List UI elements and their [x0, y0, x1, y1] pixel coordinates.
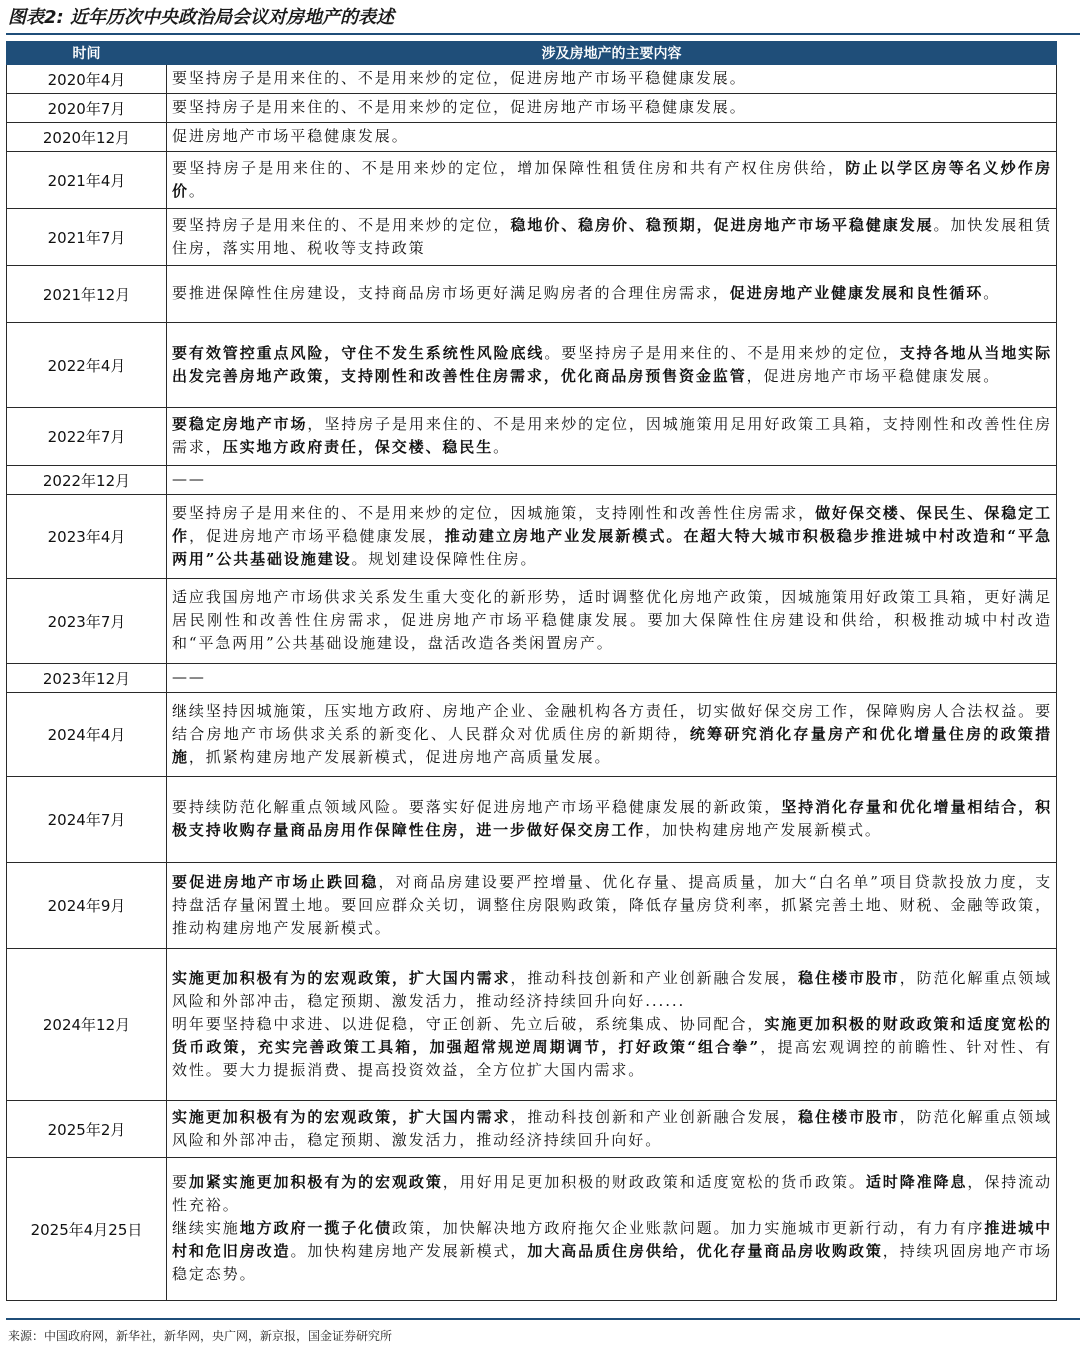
- text-segment: 要坚持房子是用来住的、不是用来炒的定位，促进房地产市场平稳健康发展。: [172, 98, 747, 116]
- row-date: 2023年7月: [7, 579, 167, 664]
- row-content: [167, 65, 1057, 94]
- bold-text-segment: 稳住楼市股市: [798, 968, 900, 987]
- text-segment: ，持续巩固房地产市场稳定态势。: [172, 1242, 1052, 1283]
- text-segment: 要: [172, 1173, 189, 1191]
- text-segment: ，提高宏观调控的前瞻性、针对性、有效性。要大力提振消费、提高投资效益，全方位扩大国内需求。: [172, 1037, 1052, 1079]
- bold-text-segment: 要有效管控重点风险，守住不发生系统性风险底线: [172, 343, 545, 362]
- row-content: [167, 266, 1057, 323]
- table-header-row: [7, 42, 1057, 65]
- content-paragraph: [172, 67, 1052, 90]
- row-content: [167, 949, 1057, 1101]
- row-date: 2024年12月: [7, 949, 167, 1101]
- table-row: [7, 123, 1057, 152]
- text-segment: 继续实施: [172, 1219, 240, 1237]
- bold-text-segment: 支持各地从当地实际出发完善房地产政策，支持刚性和改善性住房需求，优化商品房预售资金监管: [172, 343, 1052, 385]
- row-date: 2022年4月: [7, 323, 167, 408]
- title-divider: [6, 33, 1080, 35]
- row-content: [167, 1158, 1057, 1301]
- bold-text-segment: 促进房地产业健康发展和良性循环: [729, 284, 984, 302]
- text-segment: ，对商品房建设要严控增量、优化存量、提高质量，加大“白名单”项目贷款投放力度，支持盘活存量闲置土地。要回应群众关切，调整住房限购政策，降低存量房贷利率，抓紧完善土地、财税、金融等政策，推动构建房地产发展新模式。: [172, 872, 1052, 937]
- text-segment: 政策，加快解决地方政府拖欠企业账款问题。加力实施城市更新行动，有力有序: [392, 1219, 985, 1237]
- text-segment: 要坚持房子是用来住的、不是用来炒的定位，因城施策，支持刚性和改善性住房需求，: [172, 503, 816, 522]
- policy-table: [6, 41, 1057, 1301]
- row-content: [167, 863, 1057, 949]
- row-content: [167, 466, 1057, 495]
- bold-text-segment: 防止以学区房等名义炒作房价: [172, 158, 1052, 200]
- text-segment: 要坚持房子是用来住的、不是用来炒的定位，促进房地产市场平稳健康发展。: [172, 69, 747, 87]
- text-segment: 明年要坚持稳中求进、以进促稳，守正创新、先立后破，系统集成、协同配合，: [172, 1014, 765, 1033]
- text-segment: 促进房地产市场平稳健康发展。: [172, 127, 409, 145]
- bold-text-segment: 压实地方政府责任，保交楼、稳民生: [222, 438, 494, 456]
- text-segment: 继续坚持因城施策，压实地方政府、房地产企业、金融机构各方责任，切实做好保交房工作，保障购房人合法权益。要结合房地产市场供求关系的新变化、人民群众对优质住房的新期待，: [172, 701, 1052, 743]
- header-time: 时间: [7, 42, 167, 65]
- table-body: [7, 65, 1057, 1301]
- row-date: 2025年2月: [7, 1101, 167, 1158]
- table-row: [7, 664, 1057, 693]
- row-date: 2022年12月: [7, 466, 167, 495]
- bold-text-segment: 实施更加积极有为的宏观政策，扩大国内需求: [172, 1107, 511, 1126]
- row-content: [167, 664, 1057, 693]
- table-row: [7, 863, 1057, 949]
- text-segment: ，用好用足更加积极的财政政策和适度宽松的货币政策。: [442, 1173, 866, 1191]
- text-segment: 。: [493, 438, 511, 456]
- row-date: 2020年7月: [7, 94, 167, 123]
- table-row: [7, 777, 1057, 863]
- content-paragraph: [172, 586, 1052, 655]
- text-segment: ——: [172, 668, 206, 686]
- row-content: [167, 693, 1057, 777]
- table-row: [7, 65, 1057, 94]
- bold-text-segment: 地方政府一揽子化债: [239, 1219, 393, 1237]
- table-row: [7, 152, 1057, 209]
- row-date: 2024年7月: [7, 777, 167, 863]
- bold-text-segment: 推动建立房地产业发展新模式。在超大特大城市积极稳步推进城中村改造和“平急两用”公共基础设施建设: [172, 526, 1052, 568]
- content-paragraph: [172, 1217, 1052, 1286]
- table-row: [7, 949, 1057, 1101]
- chart-title: 图表2: 近年历次中央政治局会议对房地产的表述: [8, 7, 394, 28]
- table-row: [7, 1158, 1057, 1301]
- row-content: [167, 123, 1057, 152]
- row-content: [167, 94, 1057, 123]
- content-paragraph: [172, 342, 1052, 388]
- table-row: [7, 579, 1057, 664]
- text-segment: 要坚持房子是用来住的、不是用来炒的定位，: [172, 215, 511, 234]
- row-content: [167, 323, 1057, 408]
- content-paragraph: [172, 700, 1052, 769]
- text-segment: 。规划建设保障性住房。: [351, 549, 538, 568]
- bold-text-segment: 稳地价、稳房价、稳预期，促进房地产市场平稳健康发展: [510, 215, 934, 234]
- bold-text-segment: 要稳定房地产市场: [172, 415, 308, 433]
- row-date: 2021年7月: [7, 209, 167, 266]
- text-segment: 。: [983, 284, 1001, 302]
- bold-text-segment: 适时降准降息: [865, 1173, 968, 1191]
- text-segment: 。加快发展租赁住房，落实用地、税收等支持政策: [172, 215, 1052, 257]
- content-paragraph: [172, 413, 1052, 459]
- content-paragraph: [172, 214, 1052, 260]
- row-date: 2021年12月: [7, 266, 167, 323]
- text-segment: ——: [172, 470, 206, 488]
- text-segment: 适应我国房地产市场供求关系发生重大变化的新形势，适时调整优化房地产政策，因城施策用好政策工具箱，更好满足居民刚性和改善性住房需求，促进房地产市场平稳健康发展。要加大保障性住房建设和供给，积极推动城中村改造和“平急两用”公共基础设施建设，盘活改造各类闲置房产。: [172, 588, 1052, 652]
- bold-text-segment: 稳住楼市股市: [798, 1107, 900, 1126]
- text-segment: 要坚持房子是用来住的、不是用来炒的定位，增加保障性租赁住房和共有产权住房供给，: [172, 158, 846, 177]
- footer-divider: [6, 1318, 1080, 1320]
- content-paragraph: [172, 96, 1052, 119]
- content-paragraph: [172, 796, 1052, 842]
- text-segment: ，坚持房子是用来住的、不是用来炒的定位，因城施策用足用好政策工具箱，支持刚性和改善性住房需求，: [172, 415, 1052, 456]
- content-paragraph: [172, 502, 1052, 571]
- table-row: [7, 209, 1057, 266]
- text-segment: ，防范化解重点领域风险和外部冲击，稳定预期、激发活力，推动经济持续回升向好。: [172, 1107, 1052, 1149]
- text-segment: ，保持流动性充裕。: [172, 1173, 1052, 1214]
- content-paragraph: [172, 967, 1052, 1013]
- bold-text-segment: 坚持消化存量和优化增量相结合，积极支持收购存量商品房用作保障性住房，进一步做好保交房工作: [172, 798, 1053, 839]
- table-row: [7, 495, 1057, 579]
- bold-text-segment: 加紧实施更加积极有为的宏观政策: [188, 1173, 443, 1191]
- content-paragraph: [172, 1013, 1052, 1082]
- row-date: 2024年9月: [7, 863, 167, 949]
- text-segment: ，推动科技创新和产业创新融合发展，: [510, 1107, 799, 1126]
- row-date: 2025年4月25日: [7, 1158, 167, 1301]
- bold-text-segment: 加大高品质住房供给，优化存量商品房收购政策: [527, 1242, 883, 1260]
- header-content: 涉及房地产的主要内容: [167, 42, 1057, 65]
- row-date: 2020年12月: [7, 123, 167, 152]
- row-date: 2023年12月: [7, 664, 167, 693]
- row-date: 2021年4月: [7, 152, 167, 209]
- content-paragraph: [172, 157, 1052, 203]
- text-segment: 。加快构建房地产发展新模式，: [290, 1242, 528, 1260]
- content-paragraph: [172, 666, 1052, 689]
- text-segment: 。: [188, 181, 206, 200]
- text-segment: ，防范化解重点领域风险和外部冲击，稳定预期、激发活力，推动经济持续回升向好......: [172, 968, 1052, 1010]
- content-paragraph: [172, 468, 1052, 491]
- row-content: [167, 152, 1057, 209]
- table-row: [7, 408, 1057, 466]
- bold-text-segment: 实施更加积极的财政政策和适度宽松的货币政策，充实完善政策工具箱，加强超常规逆周期调节，打好政策“组合拳”: [172, 1014, 1052, 1056]
- table-row: [7, 466, 1057, 495]
- table-row: [7, 1101, 1057, 1158]
- text-segment: ，促进房地产市场平稳健康发展。: [746, 366, 1001, 385]
- bold-text-segment: 做好保交楼、保民生、保稳定工作: [172, 503, 1052, 545]
- row-content: [167, 495, 1057, 579]
- source-note: 来源：中国政府网，新华社，新华网，央广网，新京报，国金证券研究所: [8, 1329, 393, 1343]
- content-paragraph: [172, 1106, 1052, 1152]
- content-paragraph: [172, 871, 1052, 940]
- table-row: [7, 693, 1057, 777]
- table-row: [7, 266, 1057, 323]
- row-content: [167, 579, 1057, 664]
- row-content: [167, 777, 1057, 863]
- table-row: [7, 323, 1057, 408]
- bold-text-segment: 要促进房地产市场止跌回稳: [172, 872, 379, 891]
- row-date: 2023年4月: [7, 495, 167, 579]
- text-segment: ，抓紧构建房地产发展新模式，促进房地产高质量发展。: [188, 747, 612, 766]
- content-paragraph: [172, 1171, 1052, 1217]
- text-segment: ，推动科技创新和产业创新融合发展，: [510, 968, 799, 987]
- row-date: 2020年4月: [7, 65, 167, 94]
- row-content: [167, 1101, 1057, 1158]
- text-segment: ，促进房地产市场平稳健康发展，: [189, 526, 445, 545]
- text-segment: 要持续防范化解重点领域风险。要落实好促进房地产市场平稳健康发展的新政策，: [172, 798, 782, 816]
- row-date: 2022年7月: [7, 408, 167, 466]
- table-row: [7, 94, 1057, 123]
- text-segment: 要推进保障性住房建设，支持商品房市场更好满足购房者的合理住房需求，: [172, 284, 730, 302]
- row-content: [167, 408, 1057, 466]
- bold-text-segment: 实施更加积极有为的宏观政策，扩大国内需求: [172, 968, 511, 987]
- bold-text-segment: 推进城中村和危旧房改造: [172, 1219, 1052, 1260]
- text-segment: 。要坚持房子是用来住的、不是用来炒的定位，: [544, 343, 900, 362]
- bold-text-segment: 统筹研究消化存量房产和优化增量住房的政策措施: [172, 724, 1052, 766]
- text-segment: ，加快构建房地产发展新模式。: [645, 821, 882, 839]
- content-paragraph: [172, 125, 1052, 148]
- content-paragraph: [172, 282, 1052, 305]
- row-content: [167, 209, 1057, 266]
- row-date: 2024年4月: [7, 693, 167, 777]
